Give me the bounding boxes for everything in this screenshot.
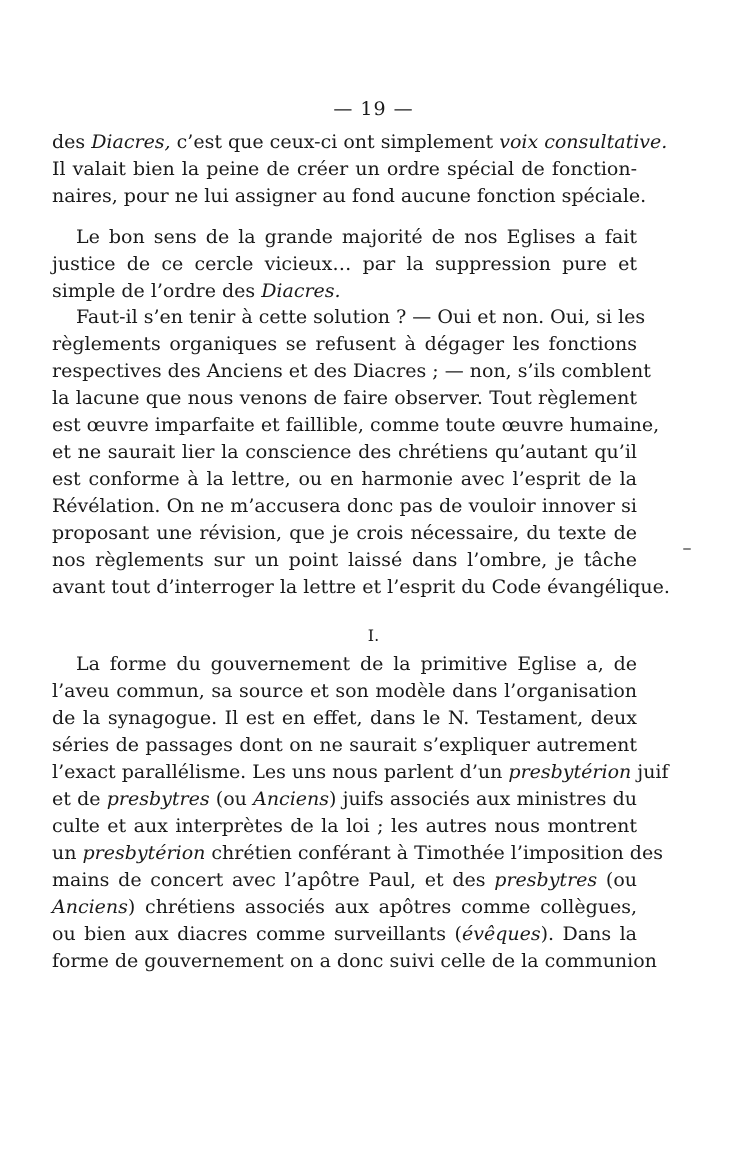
text-line <box>76 650 637 678</box>
text-line <box>52 866 637 894</box>
text-run: l’aveu commun, sa source et son modèle dans l’organisation <box>52 680 637 702</box>
text-run: règlements organiques se refusent à dégager les fonctions <box>52 333 637 355</box>
text-line <box>52 438 637 466</box>
page-number: — 19 — <box>333 98 414 120</box>
text-line <box>52 920 637 948</box>
text-run: nos règlements sur un point laissé dans l’ombre, je tâche <box>52 549 637 571</box>
text-run: c’est que ceux-ci ont simplement <box>170 131 500 153</box>
text-run: est conforme à la lettre, ou en harmonie avec l’esprit de la <box>52 468 637 490</box>
text-line <box>52 465 637 493</box>
text-line <box>52 357 651 385</box>
text-run: ) juifs associés aux ministres du <box>329 788 637 810</box>
italic-text: presbytres <box>494 869 598 891</box>
text-line <box>52 277 637 305</box>
text-run: des <box>52 131 92 153</box>
text-run: respectives des Anciens et des Diacres ; — non, s’ils comblent <box>52 360 651 382</box>
text-run: juif <box>631 761 669 783</box>
text-line <box>52 492 637 520</box>
text-run: chrétien conférant à Timothée l’imposition des <box>205 842 663 864</box>
text-run: Faut-il s’en tenir à cette solution ? — Oui et non. Oui, si les <box>76 306 646 328</box>
text-run: naires, pour ne lui assigner au fond aucune fonction spéciale. <box>52 185 647 207</box>
italic-text: presbytérion <box>82 842 206 864</box>
text-run: Révélation. On ne m’accusera donc pas de vouloir innover si <box>52 495 637 517</box>
text-line <box>52 947 657 975</box>
section-number: I. <box>367 626 380 645</box>
text-line <box>52 785 637 813</box>
text-line <box>52 546 637 574</box>
text-run: culte et aux interprètes de la loi ; les autres nous montrent <box>52 815 637 837</box>
text-line <box>52 330 637 358</box>
italic-text: Diacres. <box>261 280 341 302</box>
italic-text: Diacres, <box>91 131 171 153</box>
text-run: justice de ce cercle vicieux… par la suppression pure et <box>52 253 637 275</box>
text-run: simple de l’ordre des <box>52 280 262 302</box>
italic-text: Anciens <box>52 896 128 918</box>
text-line <box>52 155 637 183</box>
text-line <box>52 758 669 786</box>
text-run: mains de concert avec l’apôtre Paul, et des <box>52 869 495 891</box>
text-run: ou bien aux diacres comme surveillants ( <box>52 923 462 945</box>
text-run: l’exact parallélisme. Les uns nous parlent d’un <box>52 761 509 783</box>
text-run: de la synagogue. Il est en effet, dans le N. Testament, deux <box>52 707 637 729</box>
text-run: séries de passages dont on ne saurait s’expliquer autrement <box>52 734 637 756</box>
text-run: ) chrétiens associés aux apôtres comme collègues, <box>127 896 637 918</box>
text-run: et ne saurait lier la conscience des chrétiens qu’autant qu’il <box>52 441 637 463</box>
text-run: (ou <box>597 869 637 891</box>
text-run: et de <box>52 788 107 810</box>
text-run: forme de gouvernement on a donc suivi celle de la communion <box>52 950 657 972</box>
text-line <box>76 223 637 251</box>
text-line <box>52 677 637 705</box>
text-line <box>52 250 637 278</box>
text-line <box>76 303 646 331</box>
text-line <box>52 704 637 732</box>
text-line <box>52 411 660 439</box>
text-run: La forme du gouvernement de la primitive Eglise a, de <box>76 653 637 675</box>
text-line <box>52 839 663 867</box>
text-run: un <box>52 842 83 864</box>
text-line <box>52 182 647 210</box>
text-line <box>52 573 670 601</box>
text-run: avant tout d’interroger la lettre et l’esprit du Code évangélique. <box>52 576 670 598</box>
text-line <box>52 731 637 759</box>
text-line <box>52 812 637 840</box>
print-speck <box>683 548 691 550</box>
text-run: proposant une révision, que je crois nécessaire, du texte de <box>52 522 637 544</box>
text-line <box>52 519 637 547</box>
italic-text: voix consultative. <box>499 131 668 153</box>
text-line <box>52 128 668 156</box>
text-run: la lacune que nous venons de faire observer. Tout règlement <box>52 387 637 409</box>
italic-text: presbytérion <box>508 761 632 783</box>
text-run: Il valait bien la peine de créer un ordre spécial de fonction- <box>52 158 637 180</box>
text-run: (ou <box>209 788 254 810</box>
italic-text: presbytres <box>106 788 210 810</box>
italic-text: évêques <box>461 923 541 945</box>
italic-text: Anciens <box>253 788 330 810</box>
text-line <box>52 384 637 412</box>
text-run: Le bon sens de la grande majorité de nos Eglises a fait <box>76 226 637 248</box>
text-line <box>52 893 637 921</box>
text-run: ). Dans la <box>540 923 637 945</box>
text-run: est œuvre imparfaite et faillible, comme toute œuvre humaine, <box>52 414 660 436</box>
